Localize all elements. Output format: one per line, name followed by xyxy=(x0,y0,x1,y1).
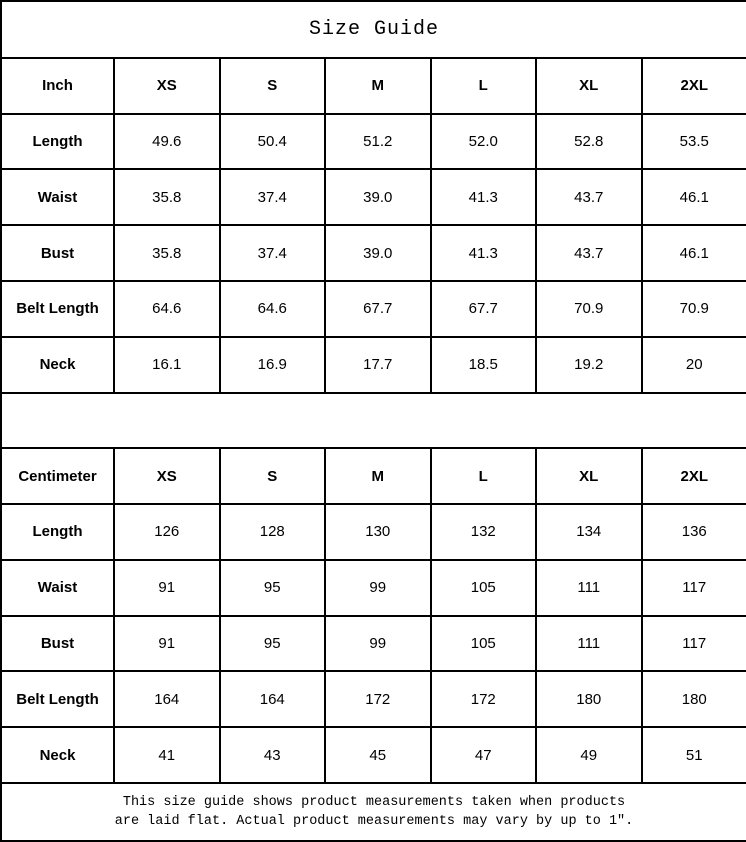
size-value: 46.1 xyxy=(642,225,746,281)
size-value: 95 xyxy=(220,616,326,672)
size-header-2xl: 2XL xyxy=(642,58,746,114)
size-value: 64.6 xyxy=(220,281,326,337)
size-value: 16.9 xyxy=(220,337,326,393)
size-value: 41.3 xyxy=(431,225,537,281)
size-value: 67.7 xyxy=(325,281,431,337)
table-spacer xyxy=(1,393,746,449)
size-value: 39.0 xyxy=(325,169,431,225)
size-value: 70.9 xyxy=(642,281,746,337)
size-value: 132 xyxy=(431,504,537,560)
size-value: 46.1 xyxy=(642,169,746,225)
row-label-bust: Bust xyxy=(1,225,114,281)
size-value: 67.7 xyxy=(431,281,537,337)
row-label-neck: Neck xyxy=(1,337,114,393)
table-row xyxy=(1,337,746,393)
table-row xyxy=(1,671,746,727)
size-value: 16.1 xyxy=(114,337,220,393)
size-value: 105 xyxy=(431,616,537,672)
inch-header-row xyxy=(1,58,746,114)
size-value: 105 xyxy=(431,560,537,616)
size-header-m: M xyxy=(325,448,431,504)
size-value: 95 xyxy=(220,560,326,616)
size-header-xs: XS xyxy=(114,448,220,504)
footer-line-2: are laid flat. Actual product measurements may vary by up to 1″. xyxy=(114,813,634,829)
size-value: 39.0 xyxy=(325,225,431,281)
table-row xyxy=(1,727,746,783)
size-value: 52.8 xyxy=(536,114,642,170)
table-row xyxy=(1,560,746,616)
size-header-s: S xyxy=(220,58,326,114)
size-value: 64.6 xyxy=(114,281,220,337)
table-row xyxy=(1,616,746,672)
size-value: 35.8 xyxy=(114,169,220,225)
page-title: Size Guide xyxy=(1,1,746,58)
size-value: 52.0 xyxy=(431,114,537,170)
size-value: 111 xyxy=(536,616,642,672)
unit-header-inch: Inch xyxy=(1,58,114,114)
size-header-xs: XS xyxy=(114,58,220,114)
size-value: 128 xyxy=(220,504,326,560)
row-label-neck: Neck xyxy=(1,727,114,783)
size-value: 164 xyxy=(114,671,220,727)
table-row xyxy=(1,281,746,337)
size-header-l: L xyxy=(431,58,537,114)
size-value: 17.7 xyxy=(325,337,431,393)
size-value: 53.5 xyxy=(642,114,746,170)
size-value: 164 xyxy=(220,671,326,727)
size-value: 41.3 xyxy=(431,169,537,225)
size-value: 37.4 xyxy=(220,169,326,225)
size-value: 41 xyxy=(114,727,220,783)
size-value: 49.6 xyxy=(114,114,220,170)
size-value: 18.5 xyxy=(431,337,537,393)
centimeter-header-row xyxy=(1,448,746,504)
size-value: 35.8 xyxy=(114,225,220,281)
row-label-bust: Bust xyxy=(1,616,114,672)
row-label-belt-length: Belt Length xyxy=(1,281,114,337)
table-row xyxy=(1,504,746,560)
size-value: 180 xyxy=(642,671,746,727)
size-value: 111 xyxy=(536,560,642,616)
size-value: 172 xyxy=(325,671,431,727)
table-row xyxy=(1,114,746,170)
size-value: 70.9 xyxy=(536,281,642,337)
size-value: 37.4 xyxy=(220,225,326,281)
size-value: 126 xyxy=(114,504,220,560)
footer-line-1: This size guide shows product measurements taken when products xyxy=(122,794,626,810)
size-value: 43.7 xyxy=(536,169,642,225)
size-header-xl: XL xyxy=(536,448,642,504)
size-value: 91 xyxy=(114,560,220,616)
row-label-length: Length xyxy=(1,114,114,170)
row-label-belt-length: Belt Length xyxy=(1,671,114,727)
size-value: 51.2 xyxy=(325,114,431,170)
size-value: 130 xyxy=(325,504,431,560)
size-value: 43 xyxy=(220,727,326,783)
size-value: 117 xyxy=(642,616,746,672)
size-header-2xl: 2XL xyxy=(642,448,746,504)
size-value: 117 xyxy=(642,560,746,616)
size-header-l: L xyxy=(431,448,537,504)
unit-header-centimeter: Centimeter xyxy=(1,448,114,504)
size-value: 136 xyxy=(642,504,746,560)
row-label-length: Length xyxy=(1,504,114,560)
size-header-xl: XL xyxy=(536,58,642,114)
size-value: 49 xyxy=(536,727,642,783)
table-row xyxy=(1,225,746,281)
size-value: 51 xyxy=(642,727,746,783)
size-value: 134 xyxy=(536,504,642,560)
size-header-m: M xyxy=(325,58,431,114)
size-value: 45 xyxy=(325,727,431,783)
table-row xyxy=(1,169,746,225)
size-value: 91 xyxy=(114,616,220,672)
row-label-waist: Waist xyxy=(1,560,114,616)
size-value: 47 xyxy=(431,727,537,783)
size-value: 20 xyxy=(642,337,746,393)
size-value: 172 xyxy=(431,671,537,727)
size-value: 19.2 xyxy=(536,337,642,393)
row-label-waist: Waist xyxy=(1,169,114,225)
size-header-s: S xyxy=(220,448,326,504)
size-value: 180 xyxy=(536,671,642,727)
size-value: 99 xyxy=(325,560,431,616)
footer-note xyxy=(1,783,746,841)
size-value: 50.4 xyxy=(220,114,326,170)
size-value: 99 xyxy=(325,616,431,672)
size-value: 43.7 xyxy=(536,225,642,281)
